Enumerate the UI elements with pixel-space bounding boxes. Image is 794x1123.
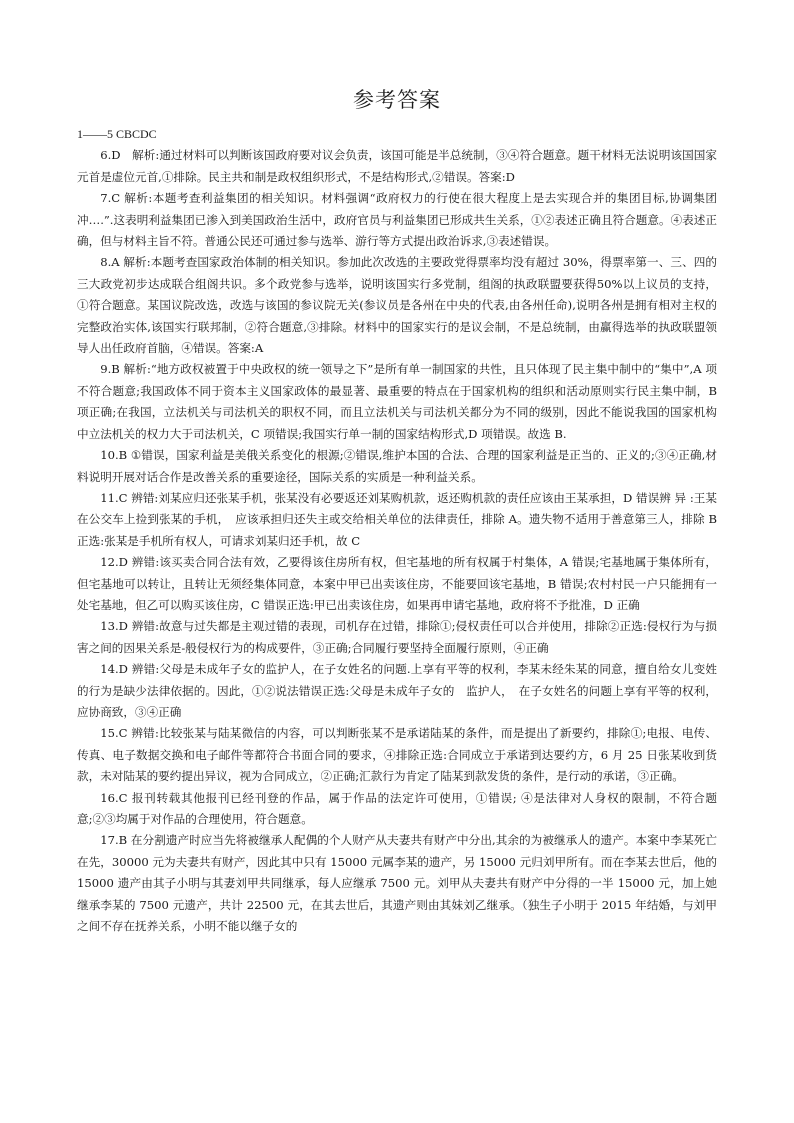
answer-body [77,124,729,937]
answer-16: 16.C 报刊转载其他报刊已经刊登的作品，属于作品的法定许可使用，①错误; ④是法律对人身权的限制，不符合题意;②③均属于对作品的合理使用，符合题意。 [77,790,717,826]
answer-7: 7.C 解析:本题考查利益集团的相关知识。材料强调“政府权力的行使在很大程度上是去实现合并的集团目标,协调集团冲….”.这表明利益集团已渗入到美国政治生活中，政府官员与利益集团已形成共生关系，①②表述正确且符合题意。④表述正确，但与材料主旨不符。普通公民还可通过参与选举、游行等方式提出政治诉求,③表述错误。 [77,191,717,249]
answer-summary-1-5: 1——5 CBCDC [77,127,157,141]
page-title: 参考答案 [353,88,441,112]
answer-6: 6.D 解析:通过材料可以判断该国政府要对议会负责，该国可能是半总统制，③④符合题意。题干材料无法说明该国国家元首是虚位元首,①排除。民主共和制是政权组织形式，不是结构形式,②错误。答案:D [77,148,717,184]
answer-9: 9.B 解析:“地方政权被置于中央政权的统一领导之下”是所有单一制国家的共性，且只体现了民主集中制中的“集中”,A 项不符合题意;我国政体不同于资本主义国家政体的最显著、最重要的特点在于国家机构的组织和活动原则实行民主集中制，B 项正确;在我国，立法机关与司法机关的职权不同，而且立法机关与司法机关都分为不同的级别，因此不能说我国的国家机构中立法机关的权力大于司法机关，C 项错误;我国实行单一制的国家结构形式,D 项错误。故选 B. [77,362,717,441]
answer-10: 10.B ①错误，国家利益是美俄关系变化的根源;②错误,维护本国的合法、合理的国家利益是正当的、正义的;③④正确,材料说明开展对话合作是改善关系的重要途径，国际关系的实质是一种利益关系。 [77,448,717,484]
answer-15: 15.C 辨错:比较张某与陆某微信的内容，可以判断张某不是承诺陆某的条件，而是提出了新要约，排除①;电报、电传、传真、电子数据交换和电子邮件等都符合书面合同的要求，④排除正选:合同成立于承诺到达要约方，6 月 25 日张某收到货款，未对陆某的要约提出异议，视为合同成立，②正确;汇款行为肯定了陆某到款发货的条件，是行动的承诺，③正确。 [77,726,717,784]
answer-13: 13.D 辨错:故意与过失都是主观过错的表现，司机存在过错，排除①;侵权责任可以合并使用，排除②正选:侵权行为与损害之间的因果关系是-般侵权行为的构成要件，③正确;合同履行要坚持全面履行原则，④正确 [77,619,717,655]
answer-11: 11.C 辨错:刘某应归还张某手机，张某没有必要返还刘某购机款，返还购机款的责任应该由王某承担，D 错误辨 异 :王某在公交车上捡到张某的手机， 应该承担归还失主或交给相关单位的法律责任，排除 A。遗失物不适用于善意第三人，排除 B 正选:张某是手机所有权人，可请求刘某归还手机，故 C [77,490,729,548]
answer-8: 8.A 解析:本题考查国家政治体制的相关知识。参加此次改选的主要政党得票率均没有超过 30%，得票率第一、三、四的三大政党初步达成联合组阁共识。多个政党参与选举，说明该国实行多党制，组阁的执政联盟要获得50%以上议员的支持，①符合题意。某国议院改选，改选与该国的参议院无关(参议员是各州在中央的代表,由各州任命),说明各州是拥有相对主权的完整政治实体,该国实行联邦制，②符合题意,③排除。材料中的国家实行的是议会制，不是总统制，由赢得选举的执政联盟领导人出任政府首脑，④错误。答案:A [77,255,717,356]
answer-12: 12.D 辨错:该买卖合同合法有效，乙要得该住房所有权，但宅基地的所有权属于村集体，A 错误;宅基地属于集体所有，但宅基地可以转让，且转让无须经集体同意，本案中甲已出卖该住房，不能要回该宅基地，B 错误;农村村民一户只能拥有一处宅基地，但乙可以购买该住房，C 错误正选:甲已出卖该住房，如果再申请宅基地，政府将不予批准，D 正确 [77,555,717,612]
answer-14: 14.D 辨错:父母是未成年子女的监护人，在子女姓名的问题.上享有平等的权利，李某未经朱某的同意，擅自给女儿变姓的行为是缺少法律依据的。因此，①②说法错误正选:父母是未成年子女的 监护人， 在子女姓名的问题上享有平等的权利，应协商致，③④正确 [77,662,717,719]
answer-17: 17.B 在分割遗产时应当先将被继承人配偶的个人财产从夫妻共有财产中分出,其余的为被继承人的遗产。本案中李某死亡在先，30000 元为夫妻共有财产，因此其中只有 15000 元属李某的遗产，另 15000 元归刘甲所有。而在李某去世后，他的 15000 遗产由其子小明与其妻刘甲共同继承，每人应继承 7500 元。刘甲从夫妻共有财产中分得的一半 15000 元，加上她继承李某的 7500 元遗产，共计 22500 元，在其去世后，其遗产则由其妹刘乙继承。（独生子小明于 2015 年结婚，与刘甲之间不存在抚养关系，小明不能以继子女的 [77,833,717,934]
